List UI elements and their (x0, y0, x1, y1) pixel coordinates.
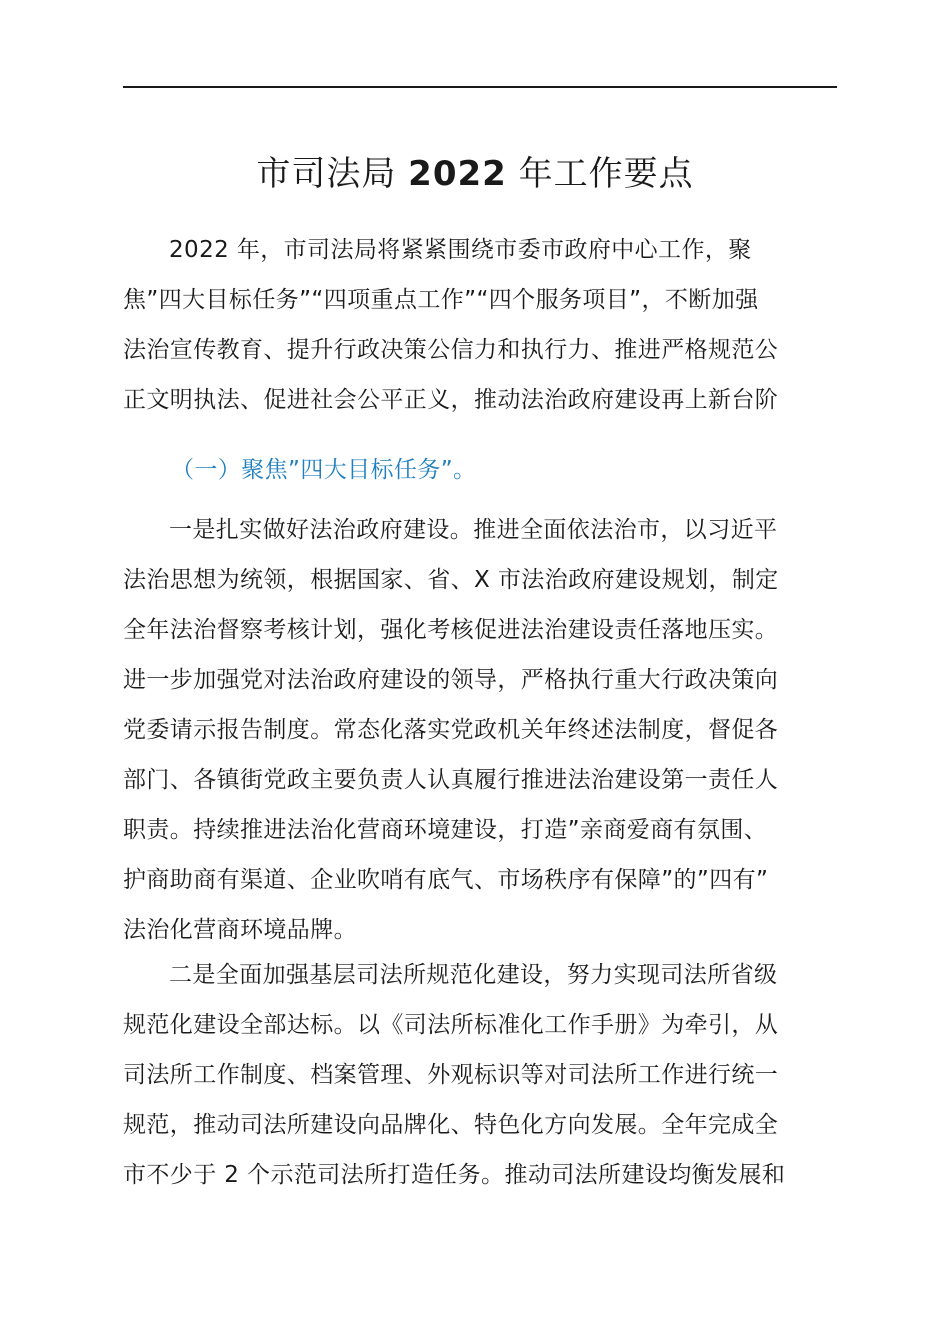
text-line: 全年法治督察考核计划，强化考核促进法治建设责任落地压实。 (123, 617, 779, 643)
text-line: 司法所工作制度、档案管理、外观标识等对司法所工作进行统一 (123, 1062, 779, 1088)
text-line: 护商助商有渠道、企业吹哨有底气、市场秩序有保障”的”四有” (123, 867, 769, 893)
text-line: 二是全面加强基层司法所规范化建设，努力实现司法所省级 (169, 962, 778, 988)
text-line: 部门、各镇街党政主要负责人认真履行推进法治建设第一责任人 (123, 767, 779, 793)
text-line: 规范，推动司法所建设向品牌化、特色化方向发展。全年完成全 (123, 1112, 779, 1138)
text-line: 职责。持续推进法治化营商环境建设，打造”亲商爱商有氛围、 (123, 817, 768, 843)
text-line: 2022 年，市司法局将紧紧围绕市委市政府中心工作，聚 (169, 237, 752, 263)
paragraph-one (123, 505, 837, 955)
text-line: 法治思想为统领，根据国家、省、X 市法治政府建设规划，制定 (123, 567, 779, 593)
title-suffix: 年工作要点 (518, 154, 694, 194)
text-line: 规范化建设全部达标。以《司法所标准化工作手册》为牵引，从 (123, 1012, 779, 1038)
text-line: 法治化营商环境品牌。 (123, 917, 357, 943)
text-line: 一是扎实做好法治政府建设。推进全面依法治市，以习近平 (169, 517, 778, 543)
text-line: 党委请示报告制度。常态化落实党政机关年终述法制度，督促各 (123, 717, 779, 743)
section-heading: （一）聚焦”四大目标任务”。 (171, 457, 477, 483)
intro-paragraph (123, 225, 837, 425)
text-line: 焦”四大目标任务”“四项重点工作”“四个服务项目”，不断加强 (123, 287, 759, 313)
text-line: 市不少于 2 个示范司法所打造任务。推动司法所建设均衡发展和 (123, 1162, 786, 1188)
title-prefix: 市司法局 (256, 154, 397, 194)
text-line: 进一步加强党对法治政府建设的领导，严格执行重大行政决策向 (123, 667, 779, 693)
page-title (0, 150, 950, 198)
header-rule (123, 86, 837, 88)
paragraph-two (123, 950, 837, 1200)
title-year: 2022 (408, 154, 507, 194)
text-line: 正文明执法、促进社会公平正义，推动法治政府建设再上新台阶 (123, 387, 779, 413)
text-line: 法治宣传教育、提升行政决策公信力和执行力、推进严格规范公 (123, 337, 779, 363)
